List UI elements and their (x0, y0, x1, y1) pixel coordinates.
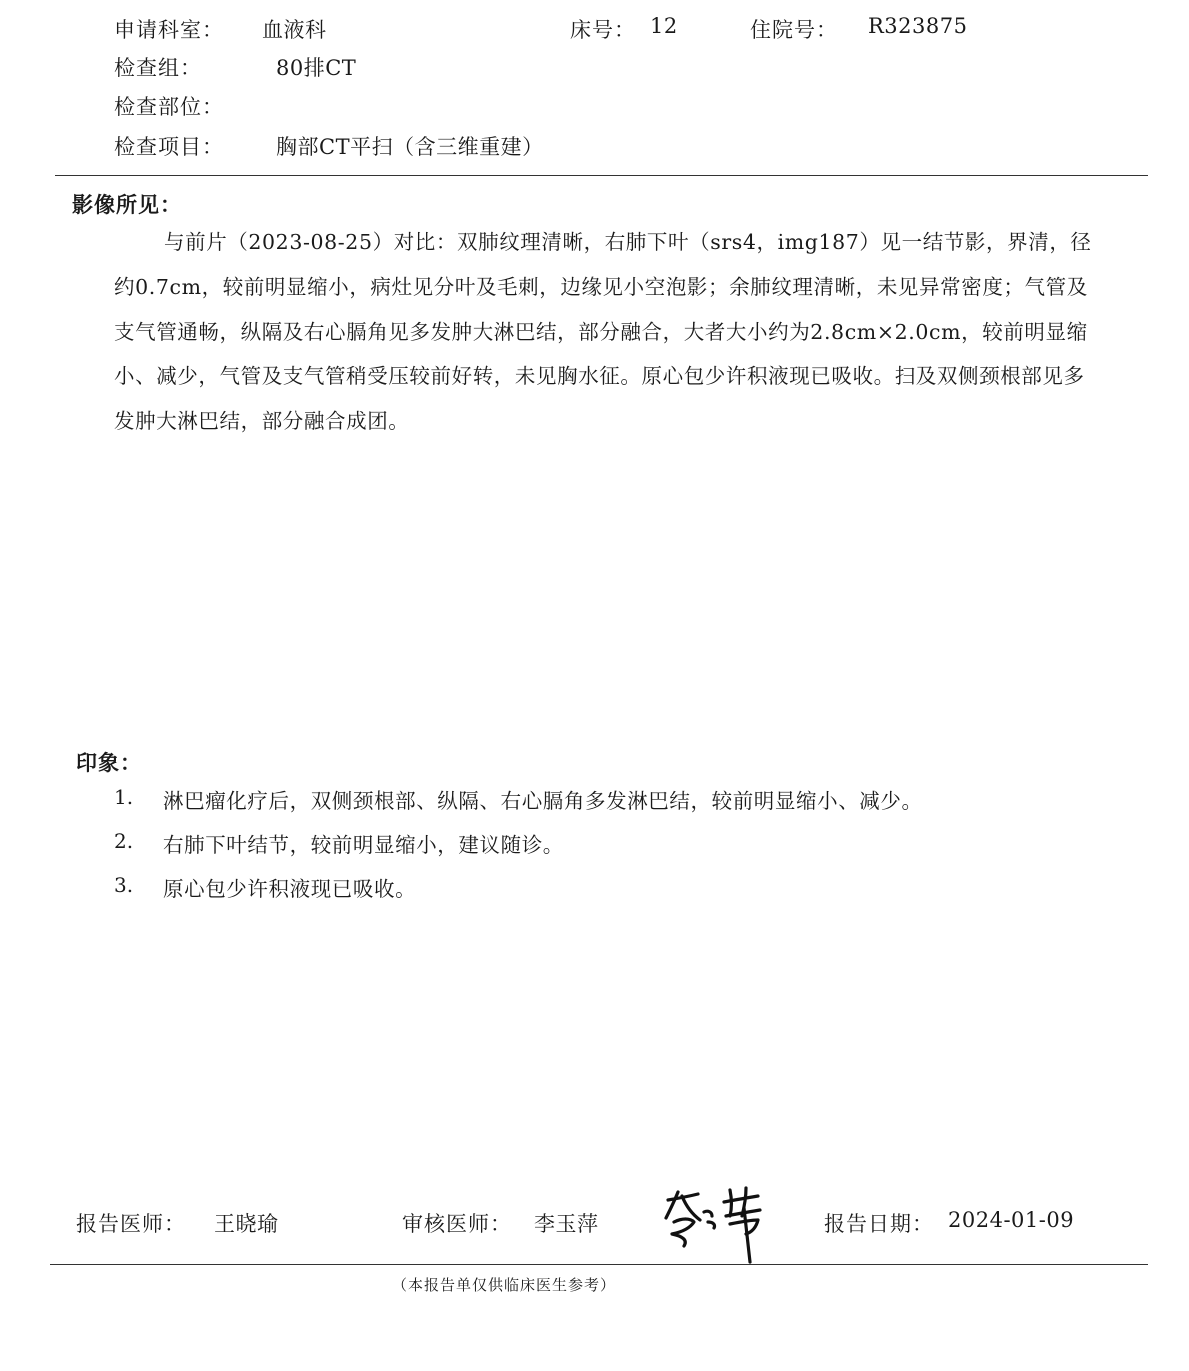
reviewer-name: 李玉萍 (534, 1212, 599, 1236)
impression-item-text: 右肺下叶结节，较前明显缩小，建议随诊。 (163, 833, 564, 857)
exam-site-label: 检查部位： (114, 95, 224, 119)
bed-label: 床号： (570, 18, 636, 42)
inpatient-no-label: 住院号： (750, 18, 838, 42)
impression-title: 印象： (76, 750, 142, 775)
findings-title: 影像所见： (72, 192, 182, 217)
exam-item-label: 检查项目： (114, 135, 224, 159)
inpatient-no-value: R323875 (868, 14, 968, 38)
header-divider (55, 175, 1148, 176)
findings-text: 与前片（2023-08-25）对比：双肺纹理清晰，右肺下叶（srs4，img187）见一结节影，界清，径约0.7cm，较前明显缩小，病灶见分叶及毛刺，边缘见小空泡影；余肺纹理清晰，未见异常密度；气管及支气管通畅，纵隔及右心膈角见多发肿大淋巴结，部分融合，大者大小约为2.8cm×2.0cm，较前明显缩小、减少，气管及支气管稍受压较前好转，未见胸水征。原心包少许积液现已吸收。扫及双侧颈根部见多发肿大淋巴结，部分融合成团。 (114, 230, 1092, 434)
impression-item-number: 3. (114, 873, 134, 897)
dept-label: 申请科室： (114, 18, 224, 42)
reporter-name: 王晓瑜 (214, 1212, 279, 1236)
reviewer-label: 审核医师： (402, 1212, 512, 1236)
footer-divider (50, 1264, 1148, 1265)
impression-item-number: 1. (114, 785, 134, 809)
report-date-value: 2024-01-09 (948, 1208, 1075, 1232)
disclaimer-note: （本报告单仅供临床医生参考） (392, 1276, 617, 1294)
exam-group-label: 检查组： (114, 56, 202, 80)
exam-item-value: 胸部CT平扫（含三维重建） (276, 135, 544, 159)
report-date-label: 报告日期： (824, 1212, 934, 1236)
bed-value: 12 (650, 14, 678, 38)
signature-image (660, 1178, 770, 1266)
reporter-label: 报告医师： (76, 1212, 186, 1236)
impression-item-number: 2. (114, 829, 134, 853)
impression-item-text: 原心包少许积液现已吸收。 (163, 877, 417, 901)
impression-item-text: 淋巴瘤化疗后，双侧颈根部、纵隔、右心膈角多发淋巴结，较前明显缩小、减少。 (163, 789, 923, 813)
exam-group-value: 80排CT (276, 56, 357, 80)
dept-value: 血液科 (262, 18, 327, 42)
